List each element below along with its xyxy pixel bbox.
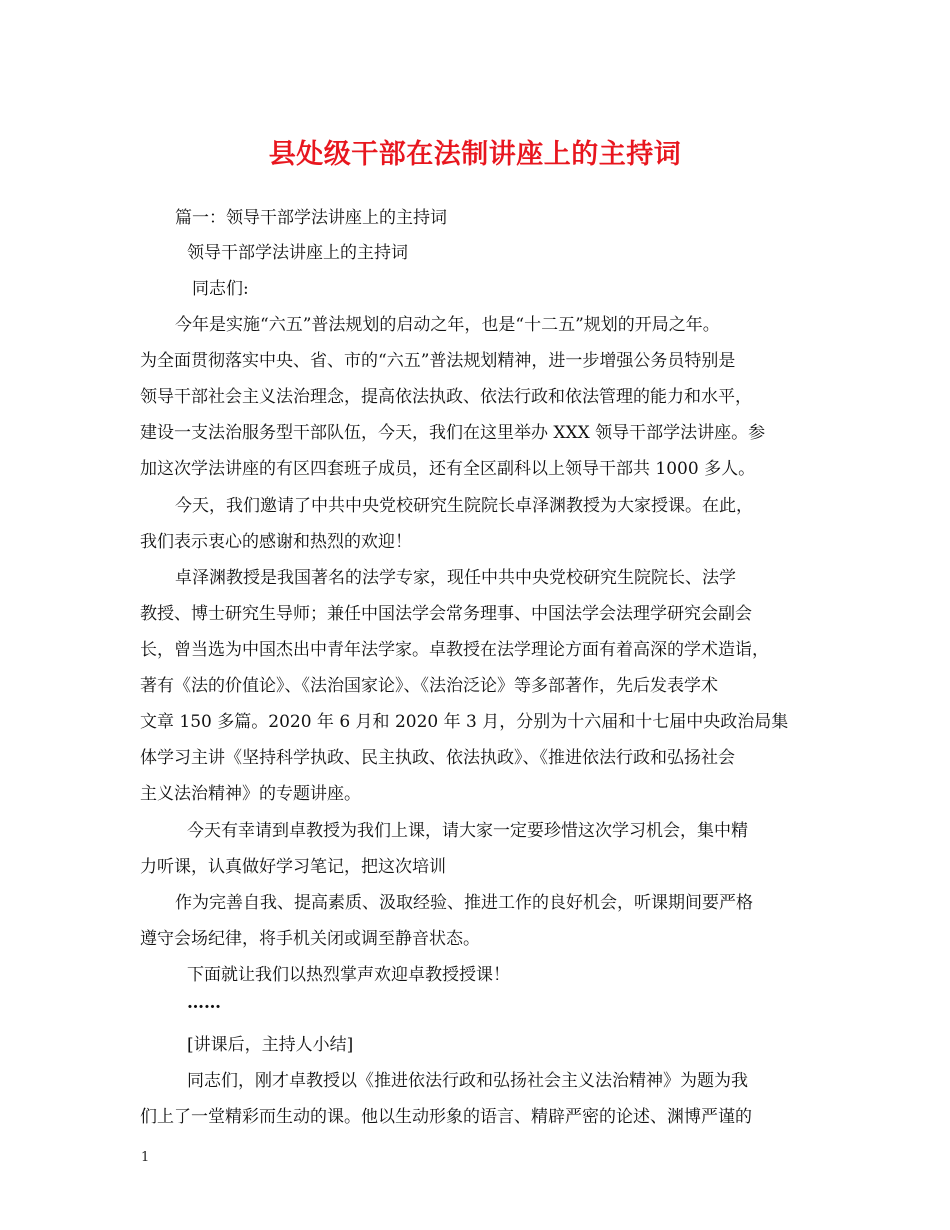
paragraph-line: 文章 150 多篇。2020 年 6 月和 2020 年 3 月，分别为十六届和十七届中央政治局集	[140, 712, 789, 732]
section-heading: 篇一：领导干部学法讲座上的主持词	[175, 208, 447, 228]
paragraph-line: 加这次学法讲座的有区四套班子成员，还有全区副科以上领导干部共 1000 多人。	[140, 459, 756, 479]
document-title: 县处级干部在法制讲座上的主持词	[268, 139, 682, 170]
paragraph-line: 今天有幸请到卓教授为我们上课，请大家一定要珍惜这次学习机会，集中精	[187, 821, 748, 841]
page-number: 1	[141, 1150, 150, 1165]
paragraph-line: 卓泽渊教授是我国著名的法学专家，现任中共中央党校研究生院院长、法学	[175, 568, 736, 588]
paragraph-line: 们上了一堂精彩而生动的课。他以生动形象的语言、精辟严密的论述、渊博严谨的	[140, 1107, 752, 1127]
paragraph-line: 作为完善自我、提高素质、汲取经验、推进工作的良好机会，听课期间要严格	[175, 893, 753, 913]
paragraph-line: 建设一支法治服务型干部队伍，今天，我们在这里举办 XXX 领导干部学法讲座。参	[140, 423, 766, 443]
paragraph-line: 著有《法的价值论》、《法治国家论》、《法治泛论》等多部著作，先后发表学术	[140, 676, 718, 696]
section-note: [讲课后，主持人小结]	[187, 1035, 354, 1055]
paragraph-line: 为全面贯彻落实中央、省、市的“六五”普法规划精神，进一步增强公务员特别是	[140, 351, 736, 371]
speech-title: 领导干部学法讲座上的主持词	[187, 243, 408, 263]
ellipsis: ……	[187, 993, 221, 1013]
paragraph-line: 主义法治精神》的专题讲座。	[140, 784, 361, 804]
paragraph-line: 体学习主讲《坚持科学执政、民主执政、依法执政》、《推进依法行政和弘扬社会	[140, 748, 735, 768]
paragraph-line: 我们表示衷心的感谢和热烈的欢迎！	[140, 532, 412, 552]
paragraph-line: 教授、博士研究生导师；兼任中国法学会常务理事、中国法学会法理学研究会副会	[140, 604, 752, 624]
paragraph-line: 今天，我们邀请了中共中央党校研究生院院长卓泽渊教授为大家授课。在此，	[175, 496, 753, 516]
paragraph-line: 力听课，认真做好学习笔记，把这次培训	[140, 857, 446, 877]
paragraph-line: 今年是实施“六五”普法规划的启动之年，也是“十二五”规划的开局之年。	[175, 315, 720, 335]
paragraph-line: 领导干部社会主义法治理念，提高依法执政、依法行政和依法管理的能力和水平，	[140, 387, 752, 407]
salutation: 同志们:	[192, 279, 249, 299]
paragraph-line: 长，曾当选为中国杰出中青年法学家。卓教授在法学理论方面有着高深的学术造诣，	[140, 640, 769, 660]
paragraph-line: 下面就让我们以热烈掌声欢迎卓教授授课！	[187, 965, 510, 985]
paragraph-line: 遵守会场纪律，将手机关闭或调至静音状态。	[140, 929, 480, 949]
paragraph-line: 同志们，刚才卓教授以《推进依法行政和弘扬社会主义法治精神》为题为我	[187, 1071, 748, 1091]
